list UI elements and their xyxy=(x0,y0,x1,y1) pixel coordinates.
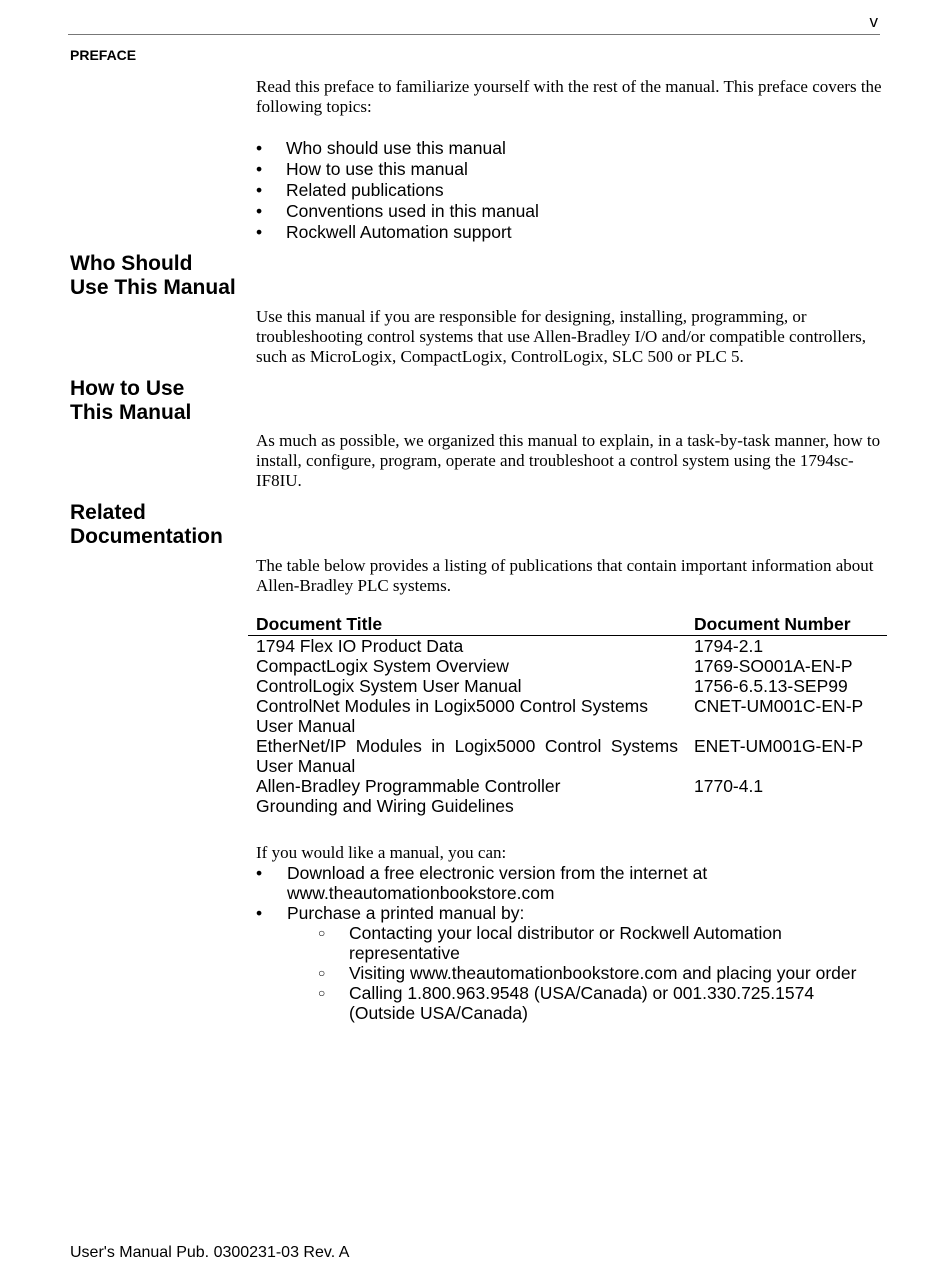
table-row xyxy=(248,776,887,816)
footer-publication: User's Manual Pub. 0300231-03 Rev. A xyxy=(70,1244,350,1261)
option-line: representative xyxy=(349,943,460,963)
heading-line: Documentation xyxy=(70,525,223,548)
who-paragraph: Use this manual if you are responsible for designing, installing, programming, or troubleshooting control systems that use Allen-Bradley I/O and/or compatible controllers, such as MicroLogix, CompactLogix, ControlLogix, SLC 500 or PLC 5. xyxy=(256,307,866,366)
list-item xyxy=(256,923,886,963)
list-item: • Related publications xyxy=(256,180,886,201)
heading-related-documentation xyxy=(70,501,250,549)
table-row xyxy=(248,736,887,776)
heading-how-to-use xyxy=(70,377,250,425)
list-item: • Who should use this manual xyxy=(256,138,886,159)
list-item xyxy=(256,903,886,923)
doc-title-line: Allen-Bradley Programmable Controller xyxy=(256,776,561,796)
column-header-title: Document Title xyxy=(256,614,383,634)
option-line: ○ Visiting www.theautomationbookstore.com and placing your order xyxy=(349,963,857,983)
purchase-line: • Purchase a printed manual by: xyxy=(287,903,525,923)
table-row xyxy=(248,656,887,676)
doc-title-line: ControlLogix System User Manual xyxy=(256,676,522,696)
list-item: • How to use this manual xyxy=(256,159,886,180)
download-url: www.theautomationbookstore.com xyxy=(287,883,555,903)
doc-title xyxy=(256,696,694,736)
obtain-list xyxy=(256,863,886,923)
download-line: • Download a free electronic version from the internet at xyxy=(287,863,708,883)
heading-line: Related xyxy=(70,501,146,524)
section-label: PREFACE xyxy=(70,47,137,63)
doc-number: CNET-UM001C-EN-P xyxy=(694,696,864,716)
related-paragraph: The table below provides a listing of publications that contain important information about Allen-Bradley PLC systems. xyxy=(256,556,874,595)
doc-title-line: EtherNet/IP Modules in Logix5000 Control Systems xyxy=(256,736,678,756)
obtain-intro: If you would like a manual, you can: xyxy=(256,843,507,862)
heading-who-should-use xyxy=(70,252,250,300)
option-line: (Outside USA/Canada) xyxy=(349,1003,528,1023)
list-item xyxy=(256,983,886,1023)
header-rule xyxy=(68,34,880,35)
doc-title xyxy=(256,736,694,776)
table-row xyxy=(248,636,887,656)
page-number: v xyxy=(869,12,878,31)
table-row xyxy=(248,676,887,696)
doc-title-line: CompactLogix System Overview xyxy=(256,656,509,676)
doc-title-line: User Manual xyxy=(256,756,356,776)
how-paragraph: As much as possible, we organized this manual to explain, in a task-by-task manner, how to install, configure, program, operate and troubleshoot a control system using the 1794sc-IF8IU. xyxy=(256,431,881,490)
doc-number: 1770-4.1 xyxy=(694,776,764,796)
doc-title-line: ControlNet Modules in Logix5000 Control Systems xyxy=(256,696,648,716)
heading-line: This Manual xyxy=(70,401,192,424)
purchase-options-list xyxy=(256,923,886,1023)
list-item xyxy=(256,863,886,903)
doc-title-line: 1794 Flex IO Product Data xyxy=(256,636,464,656)
doc-number: ENET-UM001G-EN-P xyxy=(694,736,864,756)
topics-list xyxy=(256,138,886,243)
doc-title xyxy=(256,776,694,816)
doc-title xyxy=(256,676,694,696)
doc-number: 1756-6.5.13-SEP99 xyxy=(694,676,848,696)
heading-line: How to Use xyxy=(70,377,185,400)
option-line: ○ Contacting your local distributor or Rockwell Automation xyxy=(349,923,782,943)
doc-number: 1769-SO001A-EN-P xyxy=(694,656,853,676)
heading-line: Use This Manual xyxy=(70,276,236,299)
list-item: • Rockwell Automation support xyxy=(256,222,886,243)
column-header-number: Document Number xyxy=(694,614,851,634)
doc-title-line: User Manual xyxy=(256,716,356,736)
publications-table xyxy=(248,614,887,816)
doc-title xyxy=(256,656,694,676)
list-item xyxy=(256,963,886,983)
table-header xyxy=(248,614,887,636)
doc-title xyxy=(256,636,694,656)
table-row xyxy=(248,696,887,736)
list-item: • Conventions used in this manual xyxy=(256,201,886,222)
doc-title-line: Grounding and Wiring Guidelines xyxy=(256,796,514,816)
option-line: ○ Calling 1.800.963.9548 (USA/Canada) or 001.330.725.1574 xyxy=(349,983,815,1003)
doc-number: 1794-2.1 xyxy=(694,636,764,656)
intro-paragraph: Read this preface to familiarize yourself with the rest of the manual. This preface covers the following topics: xyxy=(256,77,882,116)
heading-line: Who Should xyxy=(70,252,193,275)
